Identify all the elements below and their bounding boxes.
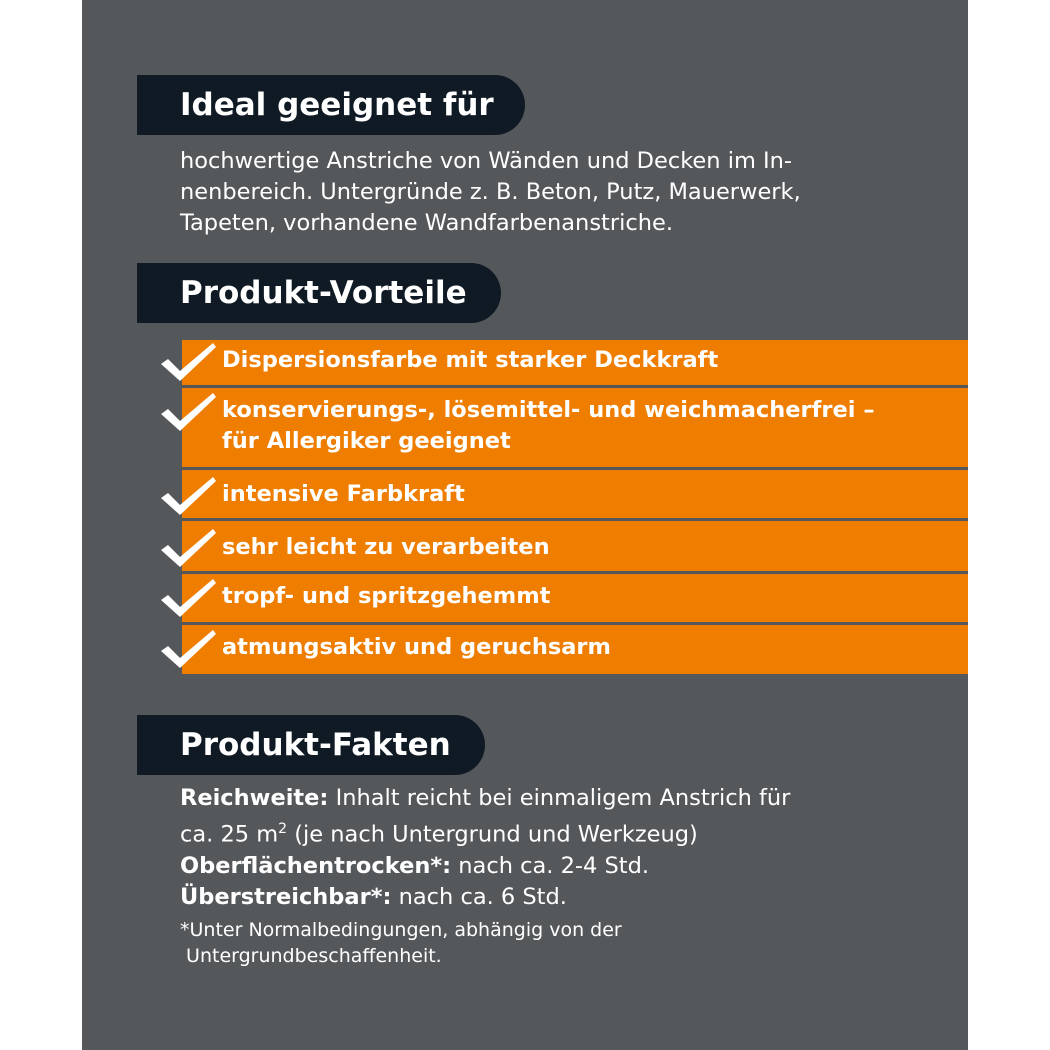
fact-value: Inhalt reicht bei einmaligem Anstrich für [328, 785, 791, 811]
fact-value: (je nach Untergrund und Werkzeug) [287, 821, 698, 848]
benefit-item [182, 388, 968, 467]
heading-fakten: Produkt-Fakten [137, 715, 485, 775]
benefit-item [182, 470, 968, 518]
ideal-line: nenbereich. Untergründe z. B. Beton, Putz, Mauerwerk, [180, 179, 801, 205]
fact-value: ca. 25 m [180, 821, 279, 848]
checkmark-icon [158, 340, 218, 384]
footnote-line: Untergrundbeschaffenheit. [180, 945, 442, 967]
product-facts [180, 783, 790, 913]
fact-label: Überstreichbar*: [180, 883, 392, 910]
benefit-line: konservierungs-, lösemittel- und weichmacherfrei – [222, 397, 875, 423]
heading-ideal: Ideal geeignet für [137, 75, 525, 135]
benefit-line: sehr leicht zu verarbeiten [222, 534, 550, 560]
footnote-line: *Unter Normalbedingungen, abhängig von der [180, 919, 622, 941]
ideal-line: hochwertige Anstriche von Wänden und Decken im In- [180, 148, 793, 174]
checkmark-icon [158, 390, 218, 434]
checkmark-icon [158, 627, 218, 671]
fact-label: Reichweite: [180, 785, 329, 811]
heading-vorteile: Produkt-Vorteile [137, 263, 501, 323]
fact-reichweite-line2 [180, 814, 790, 851]
ideal-description [180, 146, 801, 239]
benefit-line: tropf- und spritzgehemmt [222, 583, 551, 609]
checkmark-icon [158, 576, 218, 620]
benefit-item [182, 340, 968, 385]
fact-ueberstreichbar [180, 882, 790, 913]
checkmark-icon [158, 474, 218, 518]
benefit-line: atmungsaktiv und geruchsarm [222, 634, 611, 660]
fact-value: nach ca. 6 Std. [391, 883, 567, 910]
fact-superscript: 2 [278, 821, 288, 837]
benefit-line: intensive Farbkraft [222, 481, 465, 507]
checkmark-icon [158, 526, 218, 570]
benefit-item [182, 521, 968, 571]
benefit-line: für Allergiker geeignet [222, 428, 511, 454]
fact-reichweite [180, 783, 790, 814]
fact-label: Oberflächentrocken*: [180, 852, 452, 879]
fact-oberflaechentrocken [180, 851, 790, 882]
ideal-line: Tapeten, vorhandene Wandfarbenanstriche. [180, 210, 673, 236]
benefit-item [182, 625, 968, 674]
benefit-item [182, 574, 968, 622]
benefit-line: Dispersionsfarbe mit starker Deckkraft [222, 347, 719, 373]
footnote [180, 917, 622, 969]
fact-value: nach ca. 2-4 Std. [451, 852, 650, 879]
